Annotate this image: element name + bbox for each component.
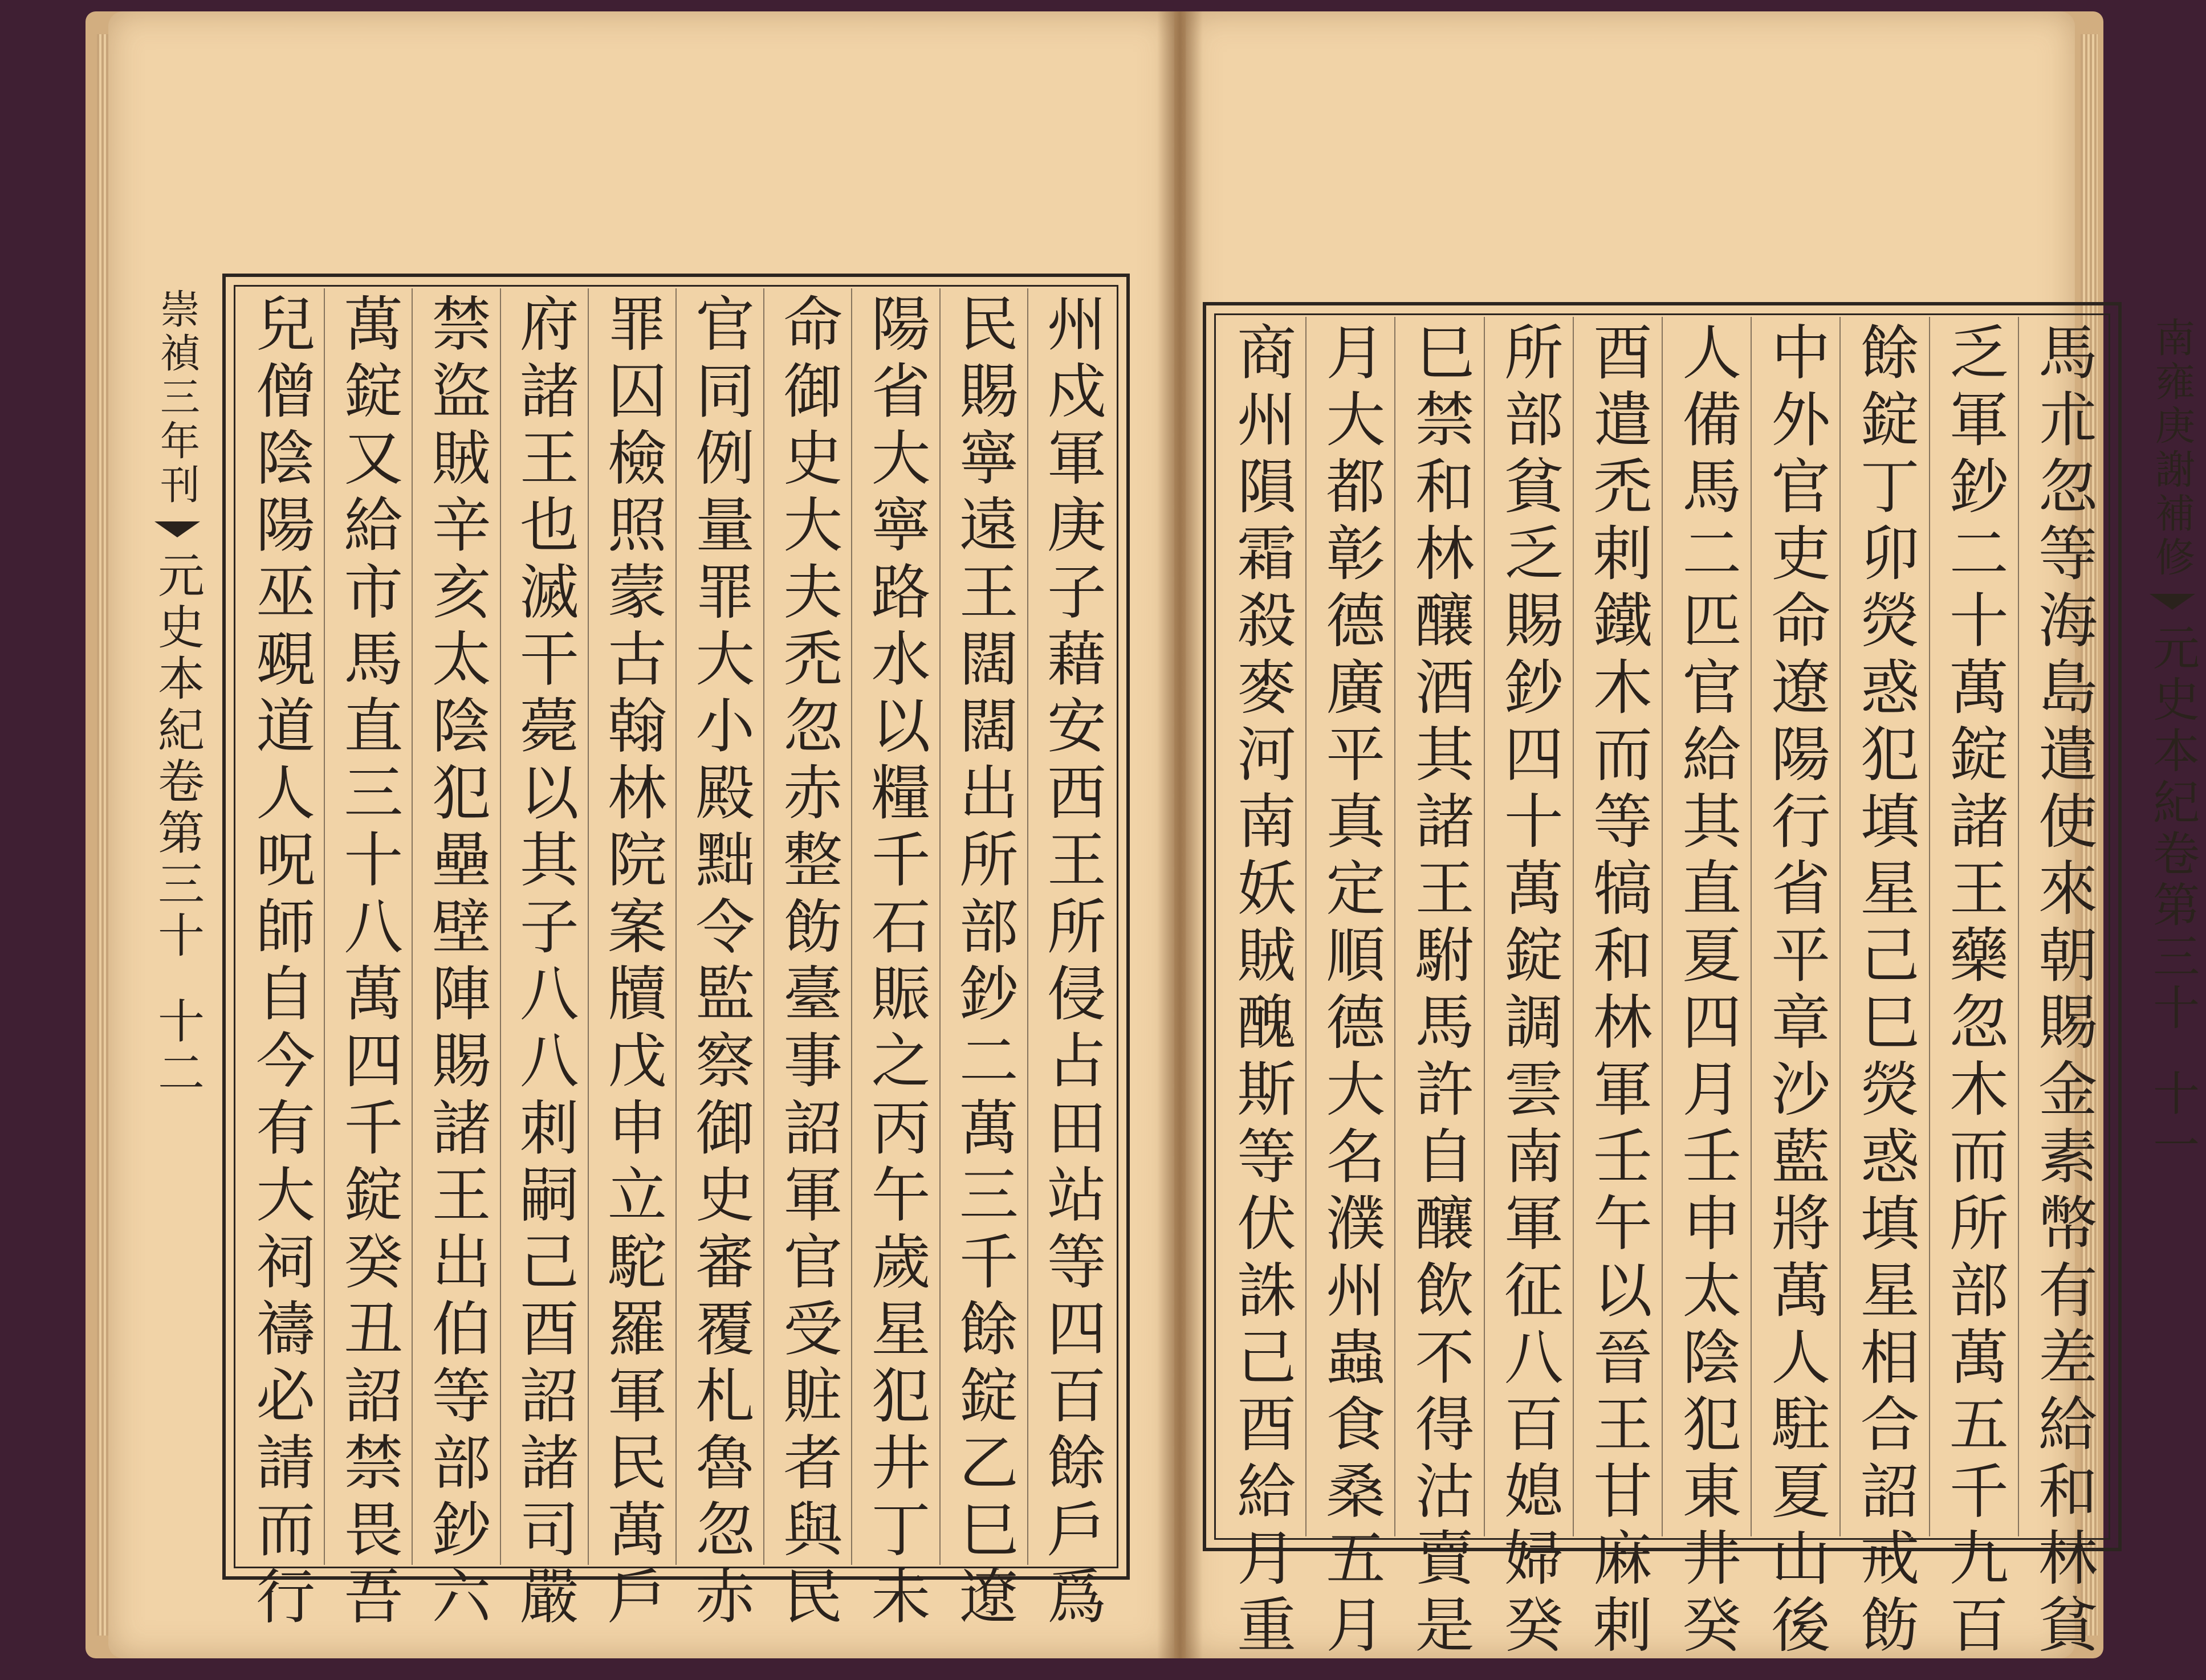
folio-number: 十二 [150,996,205,1100]
fishtail-mark-icon [154,521,200,537]
left-page-block-heart [146,288,209,1565]
text-column: 月大都彰德廣平真定順德大名濮州蟲食桑五月 [1305,317,1394,1536]
text-column: 所部貧乏賜鈔四十萬錠調雲南軍征八百媳婦癸 [1484,317,1573,1536]
text-column: 商州隕霜殺麥河南妖賊醜斯等伏誅己酉給月重 [1227,321,1297,1661]
text-column: 乏軍鈔二十萬錠諸王藥忽木而所部萬五千九百 [1929,317,2018,1536]
book-gutter [1157,11,1203,1658]
right-page-columns [1218,317,2107,1661]
text-column: 馬朮忽等海島遣使來朝賜金素幣有差給和林貧 [2018,317,2107,1536]
text-column: 萬錠又給市馬直三十八萬四千錠癸丑詔禁畏吾 [324,288,412,1565]
left-page-text-frame [150,274,1130,1633]
text-column: 人備馬二匹官給其直夏四月壬申太陰犯東井癸 [1662,317,1751,1536]
folio-number: 十一 [2145,1069,2200,1172]
text-column: 禁盜賊辛亥太陰犯壘壁陣賜諸王出伯等部鈔六 [412,288,499,1565]
left-page-columns [237,288,1115,1633]
text-column: 餘錠丁卯熒惑犯填星己巳熒惑填星相合詔戒飭 [1839,317,1928,1536]
text-column: 民賜寧遠王闊闊出所部鈔二萬三千餘錠乙巳遼 [939,288,1027,1565]
chapter-title: 元史本紀卷第三十 [150,551,205,963]
text-column: 州戍軍庚子藉安西王所侵占田站等四百餘戶爲 [1027,288,1115,1565]
text-column: 陽省大寧路水以糧千石賑之丙午歲星犯井丁未 [851,288,939,1565]
edition-note: 崇禎三年刊 [153,288,201,508]
edition-note: 南雍庚謝補修 [2148,317,2196,580]
text-column: 兒僧陰陽巫覡道人呪師自今有大祠禱必請而行 [246,293,316,1633]
text-column: 府諸王也滅干薨以其子八八刺嗣己酉詔諸司嚴 [500,288,588,1565]
right-page-text-frame [1203,302,2200,1661]
fishtail-mark-icon [2150,594,2195,610]
text-column: 命御史大夫禿忽赤整飭臺事詔軍官受賍者與民 [763,288,851,1565]
text-column: 巳禁和林釀酒其諸王駙馬許自釀飲不得沽賣是 [1394,317,1483,1536]
text-column: 酉遣禿剌鐵木而等犒和林軍壬午以晉王甘麻剌 [1573,317,1662,1536]
text-column: 中外官吏命遼陽行省平章沙藍將萬人駐夏山後 [1751,317,1839,1536]
right-page-block-heart [2141,317,2204,1536]
text-column: 官同例量罪大小殿黜令監察御史審覆札魯忽赤 [675,288,763,1565]
text-column: 罪囚檢照蒙古翰林院案牘戊申立駝羅軍民萬戶 [588,288,675,1565]
open-book [86,11,2200,1661]
chapter-title: 元史本紀卷第三十 [2145,623,2200,1035]
